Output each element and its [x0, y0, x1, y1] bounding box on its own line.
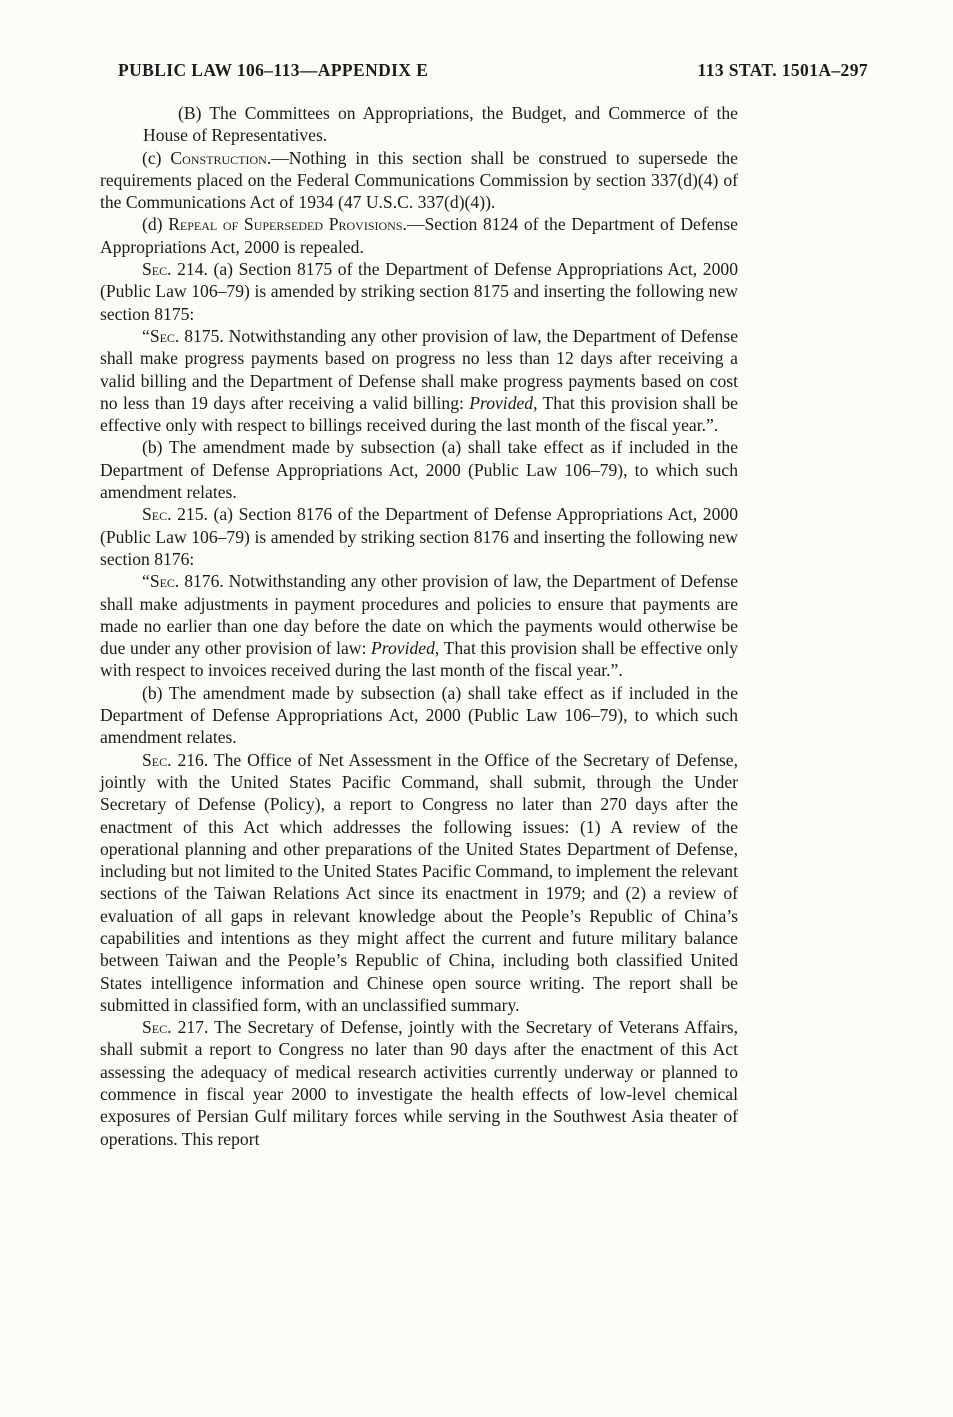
- text-run: 8176. Notwithstanding any other provision of law, the Department of Defense shall make adjustments in payment procedures and policies to ensure that payments are made no earlier than one day before the date on which the payments would otherwise be due under any other provision of law:: [100, 571, 738, 659]
- text-run: , That this provision shall be effective only with respect to billings received during the last month of the fiscal year.”.: [100, 392, 738, 436]
- text-run: 217. The Secretary of Defense, jointly with the Secretary of Veterans Affairs, shall submit a report to Congress no later than 90 days after the enactment of this Act assessing the adequacy of medical research activities currently underway or planned to commence in fiscal year 2000 to investigate the health effects of low-level chemical exposures of Persian Gulf military forces while serving in the Southwest Asia theater of operations. This report: [100, 1017, 738, 1149]
- smallcaps-run: Construction: [170, 147, 267, 168]
- smallcaps-run: Repeal of Superseded Provisions: [168, 214, 403, 235]
- text-run: (B) The Committees on Appropriations, the Budget, and Commerce of the House of Representatives.: [143, 103, 738, 146]
- text-run: .—Nothing in this section shall be construed to supersede the requirements placed on the Federal Communications Commission by section 337(d)(4) of the Communications Act of 1934 (47 U.S.C. 337(d)(4)).: [100, 147, 738, 213]
- para-committees-item-b: [143, 102, 738, 147]
- smallcaps-run: Sec.: [142, 259, 172, 280]
- text-run: (d): [142, 214, 169, 235]
- para-sec-215-a: [100, 503, 738, 570]
- running-head-law-number: PUBLIC LAW 106–113—APPENDIX E: [118, 60, 429, 80]
- para-sec-214-a: [100, 258, 738, 325]
- text-run: , That this provision shall be effective only with respect to invoices received during the last month of the fiscal year.”.: [100, 638, 738, 681]
- text-run: 216. The Office of Net Assessment in the Office of the Secretary of Defense, jointly with the United States Pacific Command, shall submit, through the Under Secretary of Defense (Policy), a report to Congress no later than 270 days after the enactment of this Act which addresses the following issues: (1) A review of the operational planning and other preparations of the United States Department of Defense, including but not limited to the United States Pacific Command, to implement the relevant sections of the Taiwan Relations Act since its enactment in 1979; and (2) a review of evaluation of all gaps in relevant knowledge about the People’s Republic of China’s capabilities and intentions as they might affect the current and future military balance between Taiwan and the People’s Republic of China, including both classified United States intelligence information and Chinese open source writing. The report shall be submitted in classified form, with an unclassified summary.: [100, 749, 738, 1015]
- para-sec-216: [100, 749, 738, 1017]
- para-c-construction: [100, 147, 738, 214]
- para-quoted-sec-8175: [100, 325, 738, 436]
- text-run: 215. (a) Section 8176 of the Department of Defense Appropriations Act, 2000 (Public Law 106–79) is amended by striking section 8176 and inserting the following new section 8176:: [100, 504, 738, 569]
- text-run: “: [142, 325, 150, 346]
- text-run: (c): [142, 147, 171, 168]
- text-run: 8175. Notwithstanding any other provision of law, the Department of Defense shall make progress payments based on progress no less than 12 days after receiving a valid billing and the Department of Defense shall make progress payments based on cost no less than 19 days after receiving a valid billing:: [100, 325, 738, 413]
- text-run: 214. (a) Section 8175 of the Department of Defense Appropriations Act, 2000 (Public Law 106–79) is amended by striking section 8175 and inserting the following new section 8175:: [100, 259, 738, 324]
- italic-run: Provided: [469, 392, 534, 413]
- text-run: “: [142, 571, 150, 592]
- smallcaps-run: Sec.: [149, 325, 180, 346]
- running-head: [118, 60, 868, 81]
- para-quoted-sec-8176: [100, 570, 738, 681]
- running-head-stat-citation: 113 STAT. 1501A–297: [697, 60, 868, 80]
- document-body: [100, 102, 738, 1150]
- smallcaps-run: Sec.: [149, 571, 180, 592]
- smallcaps-run: Sec.: [142, 1017, 172, 1038]
- text-run: (b) The amendment made by subsection (a) shall take effect as if included in the Department of Defense Appropriations Act, 2000 (Public Law 106–79), to which such amendment relates.: [100, 682, 738, 748]
- text-run: (b) The amendment made by subsection (a) shall take effect as if included in the Department of Defense Appropriations Act, 2000 (Public Law 106–79), to which such amendment relates.: [100, 437, 738, 503]
- para-sec-214-b: [100, 436, 738, 503]
- para-d-repeal: [100, 213, 738, 258]
- italic-run: Provided: [371, 638, 435, 659]
- smallcaps-run: Sec.: [142, 504, 172, 525]
- para-sec-217: [100, 1016, 738, 1150]
- para-sec-215-b: [100, 682, 738, 749]
- smallcaps-run: Sec.: [142, 749, 172, 770]
- text-run: .—Section 8124 of the Department of Defense Appropriations Act, 2000 is repealed.: [100, 214, 738, 257]
